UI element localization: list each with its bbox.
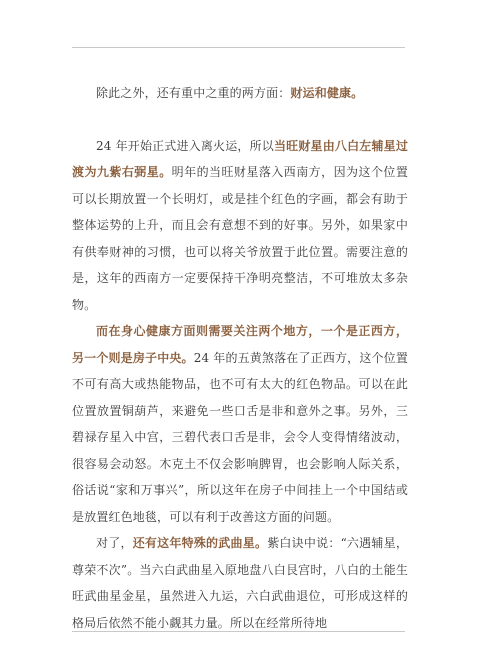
wealth-body: 明年的当旺财星落入西南方，因为这个位置可以长期放置一个长明灯，或是挂个红色的字画，都会有助于整体运势的上升，而且会有意想不到的好事。另外，如果家中有供奉财神的习惯，也可以将关爷放置于此位置。需要注意的是，这年的西南方一定要保持干净明亮整洁，不可堆放太多杂物。 [72, 165, 409, 312]
health-highlight: 而在身心健康方面则需要关注两个地方，一个是正西方，另一个则是房子中央。 [72, 324, 408, 365]
intro-highlight: 财运和健康。 [290, 86, 364, 100]
wealth-highlight: 当旺财星由八白左辅星过渡为九紫右弼星。 [72, 138, 408, 179]
health-paragraph [72, 318, 408, 530]
wuqu-paragraph [72, 530, 408, 636]
wuqu-body: 紫白诀中说：“六遇辅星，尊荣不次”。当六白武曲星入原地盘八白艮宫时，八白的土能生旺武曲星金星，虽然进入九运，六白武曲退位，可形成这样的格局后依然不能小觑其力量。所以在经常所待地 [72, 536, 408, 630]
health-body: 24 年的五黄煞落在了正西方，这个位置不可有高大或热能物品，也不可有太大的红色物品。可以在此位置放置铜葫芦，来避免一些口舌是非和意外之事。另外，三碧禄存星入中宫，三碧代表口舌是非，会令人变得情绪波动，很容易会动怒。木克土不仅会影响脾胃，也会影响人际关系，俗话说“家和万事兴”，所以这年在房子中间挂上一个中国结或是放置红色地毯，可以有利于改善这方面的问题。 [72, 350, 408, 524]
bottom-divider [72, 631, 405, 632]
top-divider [72, 47, 405, 48]
intro-paragraph [72, 80, 408, 107]
wuqu-highlight: 还有这年特殊的武曲星。 [132, 536, 268, 550]
wuqu-lead: 对了， [96, 536, 133, 550]
intro-text: 除此之外，还有重中之重的两方面： [96, 86, 291, 100]
wealth-paragraph [72, 133, 408, 319]
wealth-lead: 24 年开始正式进入离火运，所以 [96, 138, 274, 153]
article-body [72, 80, 408, 636]
